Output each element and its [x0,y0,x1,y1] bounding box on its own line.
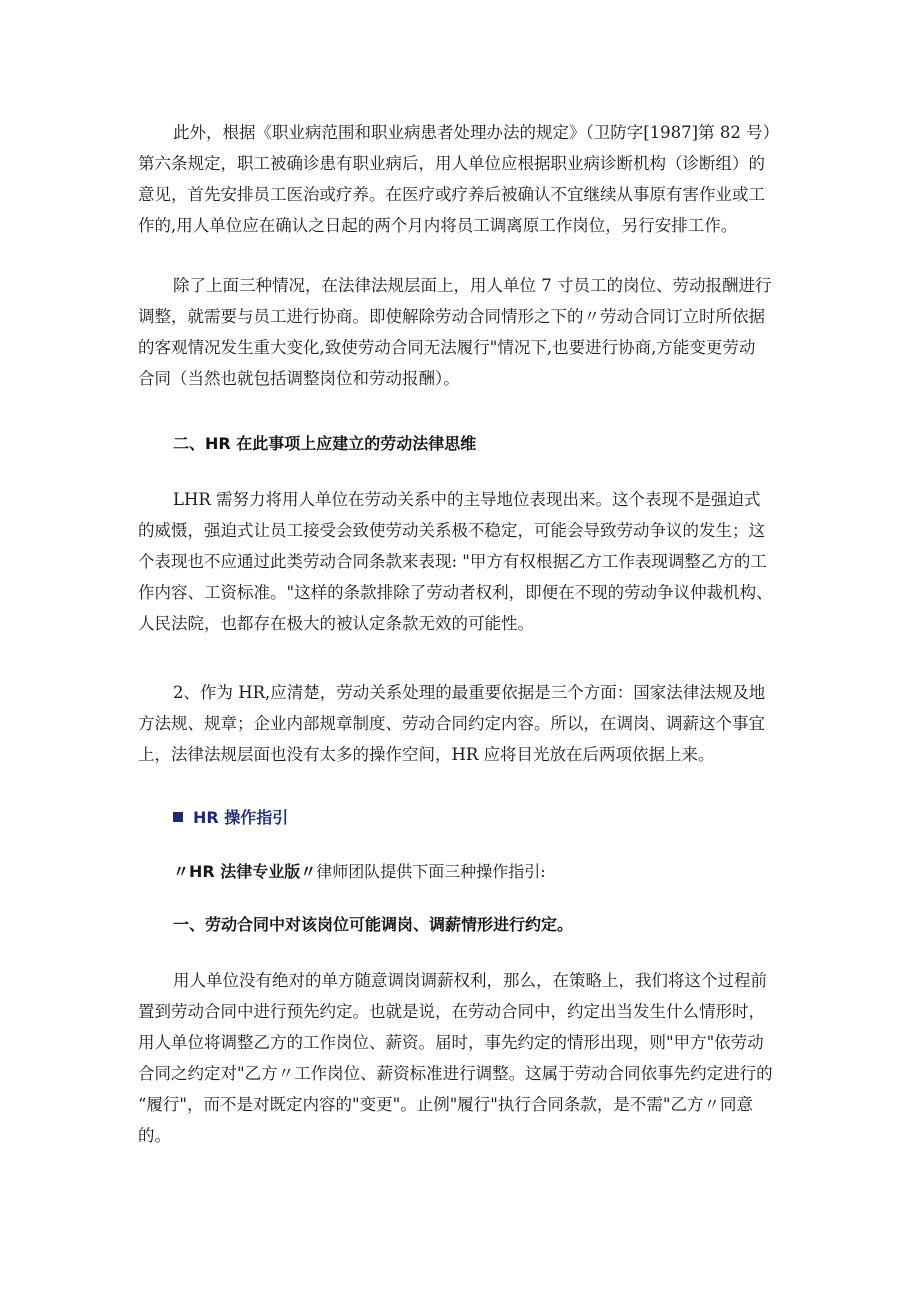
text-line: 用人单位没有绝对的单方随意调岗调薪权利，那么，在策略上，我们将这个过程前 [173,971,767,990]
text-line: 置到劳动合同中进行预先约定。也就是说，在劳动合同中，约定出当发生什么情形时， [138,1002,765,1021]
text-line: 的客观情况发生重大变化,致使劳动合同无法履行"情况下,也要进行协商,方能变更劳动 [138,338,756,357]
text-line: 用人单位将调整乙方的工作岗位、薪资。届时，事先约定的情形出现，则"甲方"依劳动 [138,1033,764,1052]
guide-intro [173,860,546,884]
section-heading-legal-thinking: 二、HR 在此事项上应建立的劳动法律思维 [173,434,477,453]
paragraph-negotiation [138,270,788,394]
paragraph-occupational-disease [138,117,788,241]
text-line: 的威慑，强迫式让员工接受会致使劳动关系极不稳定，可能会导致劳动争议的发生；这 [138,521,765,540]
guide-heading-text: HR 操作指引 [193,808,289,827]
intro-normal-text: 律师团队提供下面三种操作指引: [316,862,546,881]
paragraph-pre-agreement [138,965,788,1151]
text-line: 个表现也不应通过此类劳动合同条款来表现: "甲方有权根据乙方工作表现调整乙方的工 [138,552,767,571]
text-line: 意见，首先安排员工医治或疗养。在医疗或疗养后被确认不宜继续从事原有害作业或工 [138,185,765,204]
text-line: 的。 [138,1126,171,1145]
text-line: “履行"，而不是对既定内容的"变更"。止例"履行"执行合同条款，是不需"乙方〃同意 [138,1095,753,1114]
text-line: 作内容、工资标准。"这样的条款排除了劳动者权利，即便在不现的劳动争议仲裁机构、 [138,583,773,602]
paragraph-hr-basis [138,677,788,770]
text-line: 方法规、规章；企业内部规章制度、劳动合同约定内容。所以，在调岗、调薪这个事宜 [138,714,765,733]
text-line: 此外，根据《职业病范围和职业病患者处理办法的规定》（卫防字[1987]第 82 号） [173,123,780,142]
text-line: 人民法院，也都存在极大的被认定条款无效的可能性。 [138,614,534,633]
section-heading-contract-agreement: 一、劳动合同中对该岗位可能调岗、调薪情形进行约定。 [173,915,574,934]
text-line: LHR 需努力将用人单位在劳动关系中的主导地位表现出来。这个表现不是强迫式 [173,490,761,509]
text-line: 合同之约定对"乙方〃工作岗位、薪资标准进行调整。这属于劳动合同依事先约定进行的 [138,1064,773,1083]
text-line: 调整，就需要与员工进行协商。即使解除劳动合同情形之下的〃劳动合同订立时所依据 [138,307,765,326]
paragraph-dominant-position [138,484,788,639]
text-line: 作的,用人单位应在确认之日起的两个月内将员工调离原工作岗位，另行安排工作。 [138,216,738,235]
text-line: 第六条规定，职工被确诊患有职业病后，用人单位应根据职业病诊断机构（诊断组）的 [138,154,765,173]
text-line: 上，法律法规层面也没有太多的操作空间，HR 应将目光放在后两项依据上来。 [138,745,715,764]
text-line: 合同（当然也就包括调整岗位和劳动报酬）。 [138,369,460,388]
square-bullet-icon [173,812,183,822]
guide-heading [173,806,288,830]
text-line: 除了上面三种情况，在法律法规层面上，用人单位 7 寸员工的岗位、劳动报酬进行 [173,276,772,295]
text-line: 2、作为 HR,应清楚，劳动关系处理的最重要依据是三个方面：国家法律法规及地 [173,683,766,702]
intro-bold-text: 〃HR 法律专业版〃 [173,862,317,881]
